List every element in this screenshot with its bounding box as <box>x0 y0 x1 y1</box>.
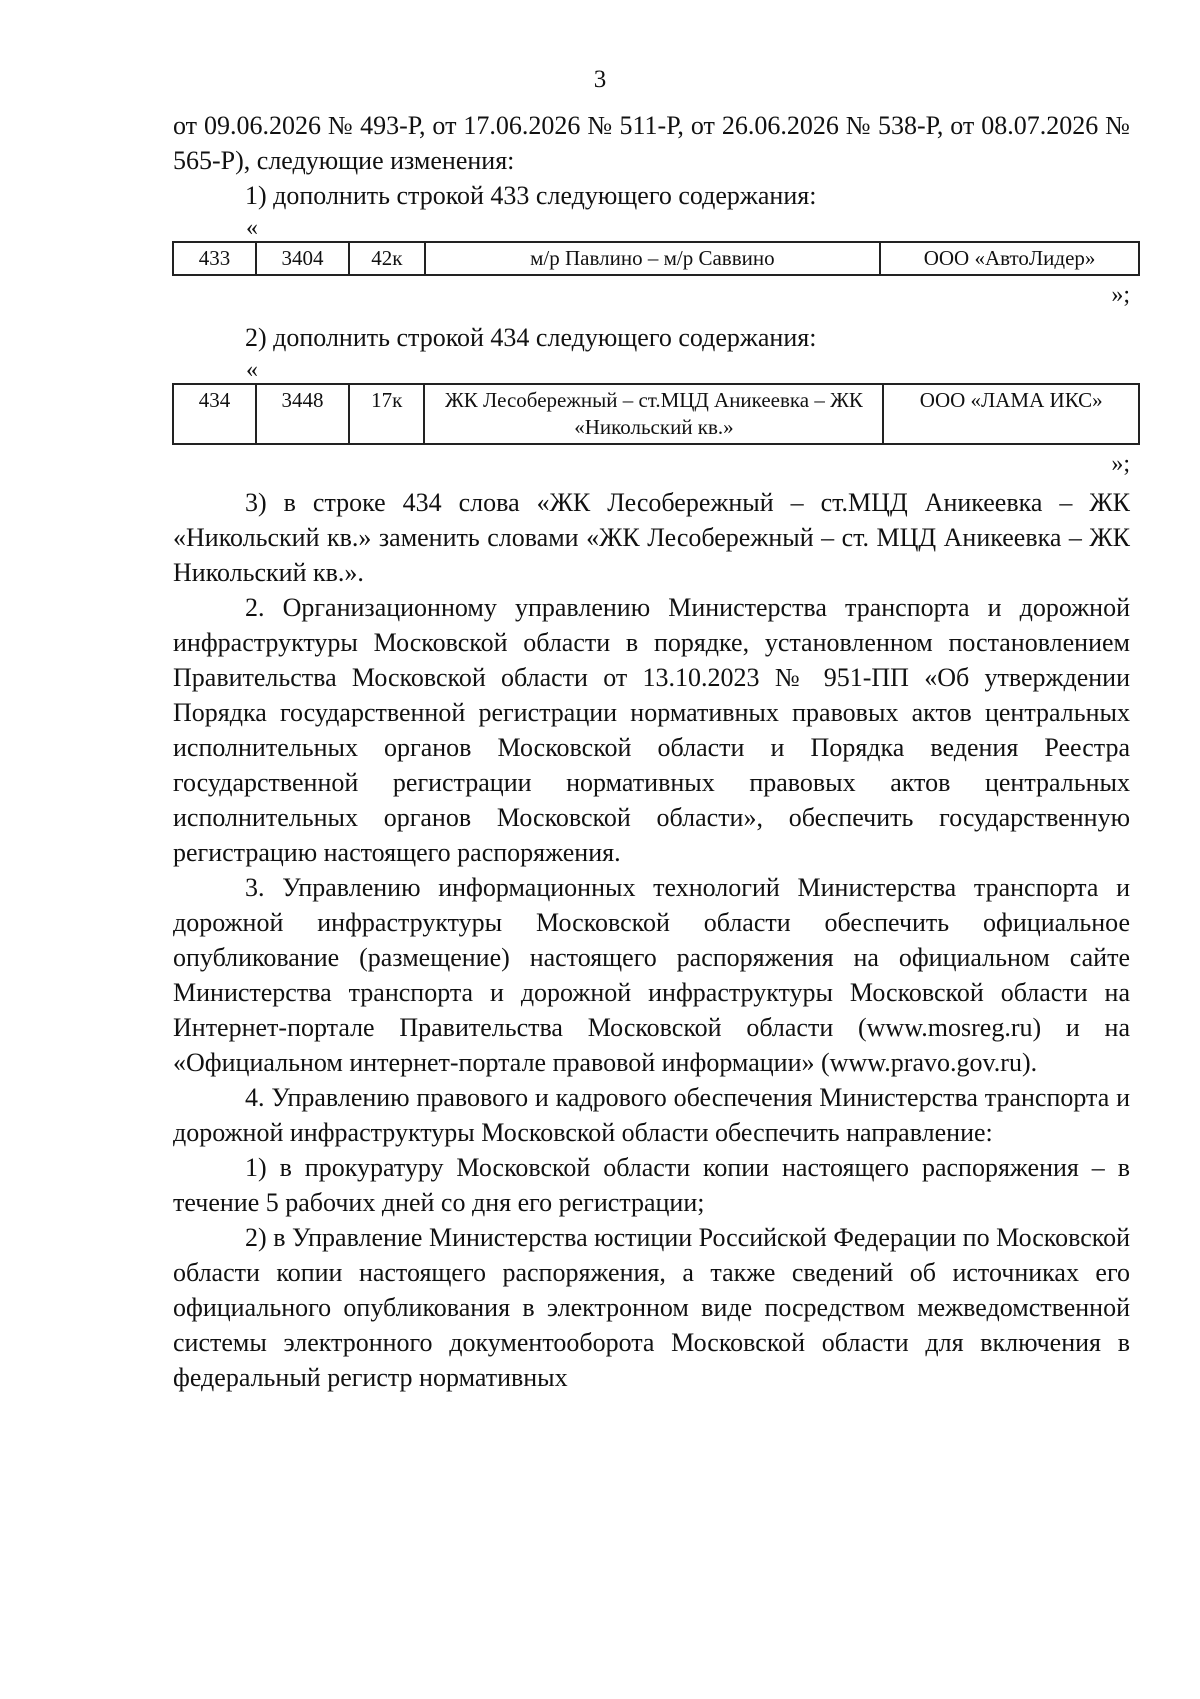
paragraph-2: 2. Организационному управлению Министерства транспорта и дорожной инфраструктуры Московской области в порядке, установленном постановлением Правительства Московской области от 13.10.2023 № 951-ПП «Об утверждении Порядка государственной регистрации нормативных правовых актов центральных исполнительных органов Московской области и Порядка ведения Реестра государственной регистрации нормативных правовых актов центральных исполнительных органов Московской области», обеспечить государственную регистрацию настоящего распоряжения. <box>173 593 1130 867</box>
table-cell-number: 433 <box>173 242 256 275</box>
item-2-table <box>172 383 1140 445</box>
item-1-table <box>172 241 1140 276</box>
paragraph-4: 4. Управлению правового и кадрового обеспечения Министерства транспорта и дорожной инфраструктуры Московской области обеспечить направление: <box>173 1083 1130 1147</box>
item-3-paragraph: 3) в строке 434 слова «ЖК Лесобережный – ст.МЦД Аникеевка – ЖК «Никольский кв.» заменить словами «ЖК Лесобережный – ст. МЦД Аникеевка – ЖК Никольский кв.». <box>173 488 1130 587</box>
table-cell-route: 17к <box>349 384 424 444</box>
document-body <box>173 108 1130 1395</box>
table-row <box>173 242 1139 275</box>
table-cell-number: 434 <box>173 384 256 444</box>
item-1-quote-close: »; <box>1111 282 1130 308</box>
item-2-quote-close: »; <box>1111 451 1130 477</box>
item-2-quote-open: « <box>246 357 258 383</box>
item-2-text: 2) дополнить строкой 434 следующего содержания: <box>245 323 817 352</box>
intro-paragraph: от 09.06.2026 № 493-Р, от 17.06.2026 № 511-Р, от 26.06.2026 № 538-Р, от 08.07.2026 № 565-Р), следующие изменения: <box>173 111 1130 175</box>
item-1-text: 1) дополнить строкой 433 следующего содержания: <box>245 181 817 210</box>
table-cell-reg-number: 3448 <box>256 384 349 444</box>
page-number: 3 <box>593 66 607 93</box>
table-cell-route: 42к <box>349 242 425 275</box>
table-cell-reg-number: 3404 <box>256 242 349 275</box>
table-cell-carrier: ООО «АвтоЛидер» <box>880 242 1139 275</box>
paragraph-4-item-2: 2) в Управление Министерства юстиции Российской Федерации по Московской области копии настоящего распоряжения, а также сведений об источниках его официального опубликования в электронном виде посредством межведомственной системы электронного документооборота Московской области для включения в федеральный регистр нормативных <box>173 1223 1130 1392</box>
paragraph-3: 3. Управлению информационных технологий Министерства транспорта и дорожной инфраструктуры Московской области обеспечить официальное опубликование (размещение) настоящего распоряжения на официальном сайте Министерства транспорта и дорожной инфраструктуры Московской области на Интернет-портале Правительства Московской области (www.mosreg.ru) и на «Официальном интернет-портале правовой информации» (www.pravo.gov.ru). <box>173 873 1130 1077</box>
table-cell-route-name: ЖК Лесобережный – ст.МЦД Аникеевка – ЖК «Никольский кв.» <box>424 384 883 444</box>
table-row <box>173 384 1139 444</box>
table-cell-carrier: ООО «ЛАМА ИКС» <box>883 384 1139 444</box>
item-1-quote-open: « <box>246 215 258 241</box>
table-cell-route-name: м/р Павлино – м/р Саввино <box>425 242 881 275</box>
paragraph-4-item-1: 1) в прокуратуру Московской области копии настоящего распоряжения – в течение 5 рабочих дней со дня его регистрации; <box>173 1153 1130 1217</box>
